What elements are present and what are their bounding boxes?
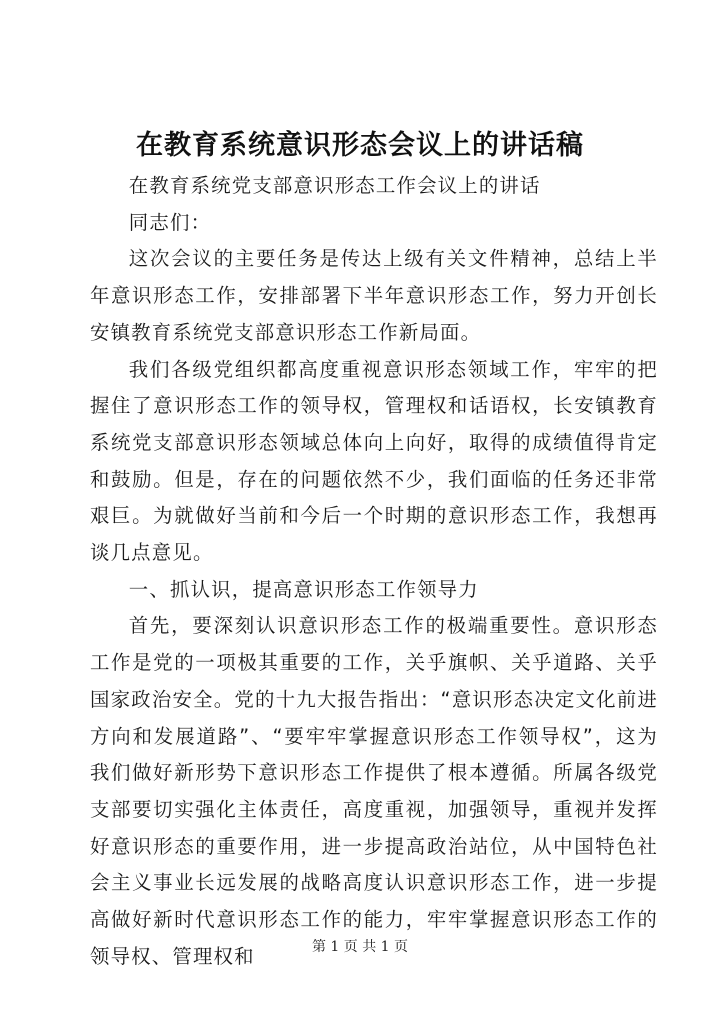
page-number-footer: 第 1 页 共 1 页 xyxy=(311,939,409,955)
section-heading: 一、抓认识，提高意识形态工作领导力 xyxy=(128,577,479,601)
body-paragraph: 我们各级党组织都高度重视意识形态领域工作，牢牢的把握住了意识形态工作的领导权，管理权和话语权，长安镇教育系统党支部意识形态领域总体向上向好，取得的成绩值得肯定和鼓励。但是，存在的问题依然不少，我们面临的任务还非常艰巨。为就做好当前和今后一个时期的意识形态工作，我想再谈几点意见。 xyxy=(90,357,658,565)
document-body xyxy=(90,168,658,975)
body-paragraph: 这次会议的主要任务是传达上级有关文件精神，总结上半年意识形态工作，安排部署下半年意识形态工作，努力开创长安镇教育系统党支部意识形态工作新局面。 xyxy=(90,247,658,344)
body-paragraph: 首先，要深刻认识意识形态工作的极端重要性。意识形态工作是党的一项极其重要的工作，关乎旗帜、关乎道路、关乎国家政治安全。党的十九大报告指出：“意识形态决定文化前进方向和发展道路”、“要牢牢掌握意识形态工作领导权”，这为我们做好新形势下意识形态工作提供了根本遵循。所属各级党支部要切实强化主体责任，高度重视，加强领导，重视并发挥好意识形态的重要作用，进一步提高政治站位，从中国特色社会主义事业长远发展的战略高度认识意识形态工作，进一步提高做好新时代意识形态工作的能力，牢牢掌握意识形态工作的领导权、管理权和 xyxy=(90,614,658,968)
speech-subtitle: 在教育系统党支部意识形态工作会议上的讲话 xyxy=(128,174,541,197)
document-title: 在教育系统意识形态会议上的讲话稿 xyxy=(136,130,584,161)
salutation: 同志们： xyxy=(128,210,212,234)
